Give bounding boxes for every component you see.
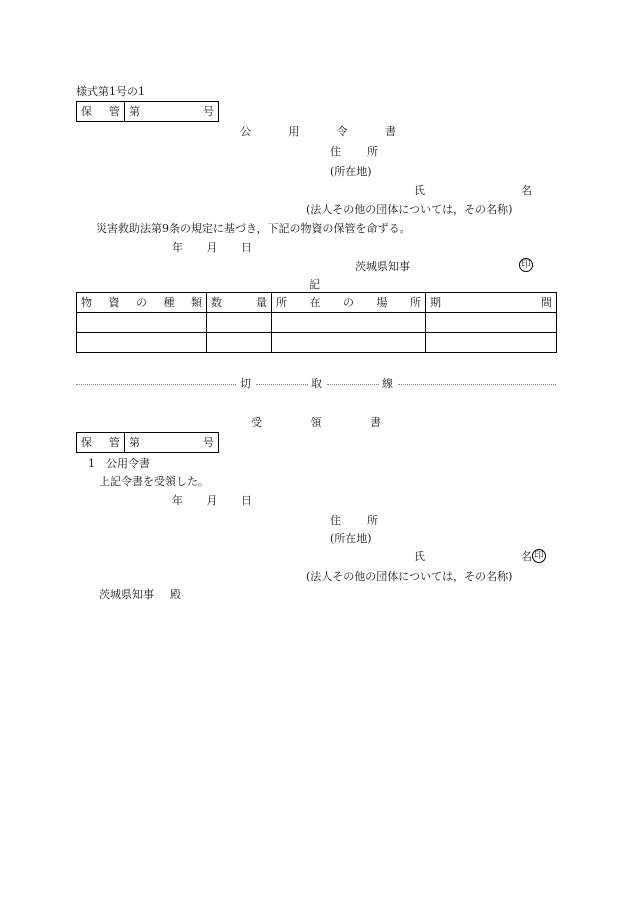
order-title xyxy=(240,126,396,137)
date-year: 年 xyxy=(172,494,183,507)
header-char: 間 xyxy=(541,296,552,309)
table-cell[interactable] xyxy=(426,333,557,353)
storage-number-box xyxy=(76,101,219,122)
header-period xyxy=(426,293,557,313)
location-label: (所在地) xyxy=(330,532,372,545)
address-char: 住 xyxy=(330,514,341,527)
table-cell[interactable] xyxy=(207,313,272,333)
header-char: 資 xyxy=(108,296,120,309)
cut-line-char: 線 xyxy=(382,377,393,390)
header-char: 種 xyxy=(163,296,175,309)
number-suffix: 号 xyxy=(203,436,214,449)
addressee xyxy=(99,589,181,600)
table-row xyxy=(77,333,557,353)
goods-table xyxy=(76,292,557,353)
title-char: 公 xyxy=(240,125,251,138)
table-cell[interactable] xyxy=(426,313,557,333)
addressee-honorific: 殿 xyxy=(170,588,181,601)
seal-mark: 印 xyxy=(532,549,546,563)
name-char: 名 xyxy=(521,184,532,197)
table-header-row xyxy=(77,293,557,313)
title-char: 書 xyxy=(384,125,396,138)
header-char: 類 xyxy=(191,296,202,309)
date-month: 月 xyxy=(206,241,218,254)
storage-number-field xyxy=(125,102,218,121)
storage-number-field xyxy=(125,433,218,452)
title-char: 受 xyxy=(251,416,262,429)
table-cell[interactable] xyxy=(272,333,426,353)
date-day: 日 xyxy=(241,241,252,254)
cut-line-segment xyxy=(76,384,236,385)
corporation-note: (法人その他の団体については，その名称) xyxy=(306,570,513,583)
cut-line-char: 取 xyxy=(311,377,322,390)
table-cell[interactable] xyxy=(77,313,207,333)
header-char: 所 xyxy=(410,296,421,309)
storage-label-char: 保 xyxy=(81,105,92,118)
number-prefix: 第 xyxy=(129,436,140,449)
title-char: 領 xyxy=(310,416,322,429)
header-quantity xyxy=(207,293,272,313)
table-cell[interactable] xyxy=(272,313,426,333)
number-suffix: 号 xyxy=(203,105,214,118)
header-char: の xyxy=(136,296,147,309)
receipt-storage-number-box xyxy=(76,432,219,453)
storage-label-char: 管 xyxy=(109,105,120,118)
table-cell[interactable] xyxy=(77,333,207,353)
address-char: 所 xyxy=(367,514,378,527)
date-year: 年 xyxy=(172,241,183,254)
addressee-name: 茨城県知事 xyxy=(99,588,154,601)
cut-line-segment xyxy=(256,384,308,385)
date-month: 月 xyxy=(206,494,218,507)
receipt-date xyxy=(172,495,252,506)
order-body: 災害救助法第9条の規定に基づき，下記の物資の保管を命ずる。 xyxy=(96,222,411,235)
header-char: 所 xyxy=(276,296,287,309)
header-location xyxy=(272,293,426,313)
name-char: 名 xyxy=(521,550,532,563)
header-char: 場 xyxy=(376,296,388,309)
issuer: 茨城県知事 xyxy=(355,260,410,273)
cut-line-segment xyxy=(327,384,379,385)
name-label xyxy=(414,185,532,196)
header-char: 在 xyxy=(309,296,321,309)
header-char: 量 xyxy=(256,296,267,309)
title-char: 書 xyxy=(370,416,381,429)
cut-line-segment xyxy=(398,384,556,385)
address-label xyxy=(330,515,378,526)
seal-mark: 印 xyxy=(519,258,533,272)
header-char: の xyxy=(343,296,354,309)
receipt-title xyxy=(251,417,381,428)
storage-label xyxy=(77,102,125,121)
header-goods-type xyxy=(77,293,207,313)
header-char: 期 xyxy=(430,296,441,309)
order-date xyxy=(172,242,252,253)
form-label: 様式第1号の1 xyxy=(76,85,145,98)
address-char: 住 xyxy=(330,145,341,158)
name-char: 氏 xyxy=(414,550,425,563)
date-day: 日 xyxy=(241,494,252,507)
name-char: 氏 xyxy=(414,184,425,197)
ki-heading: 記 xyxy=(309,278,320,291)
receipt-item: 1 公用令書 xyxy=(88,457,150,470)
name-label xyxy=(414,551,532,562)
address-label xyxy=(330,146,378,157)
cut-line-char: 切 xyxy=(240,377,251,390)
address-char: 所 xyxy=(367,145,378,158)
corporation-note: (法人その他の団体については，その名称) xyxy=(306,203,513,216)
receipt-body: 上記令書を受領した。 xyxy=(99,475,209,488)
table-cell[interactable] xyxy=(207,333,272,353)
storage-label-char: 保 xyxy=(81,436,92,449)
location-label: (所在地) xyxy=(330,165,372,178)
title-char: 令 xyxy=(336,125,348,138)
title-char: 用 xyxy=(288,125,300,138)
header-char: 物 xyxy=(81,296,92,309)
number-prefix: 第 xyxy=(129,105,140,118)
table-row xyxy=(77,313,557,333)
storage-label-char: 管 xyxy=(109,436,120,449)
header-char: 数 xyxy=(211,296,222,309)
storage-label xyxy=(77,433,125,452)
